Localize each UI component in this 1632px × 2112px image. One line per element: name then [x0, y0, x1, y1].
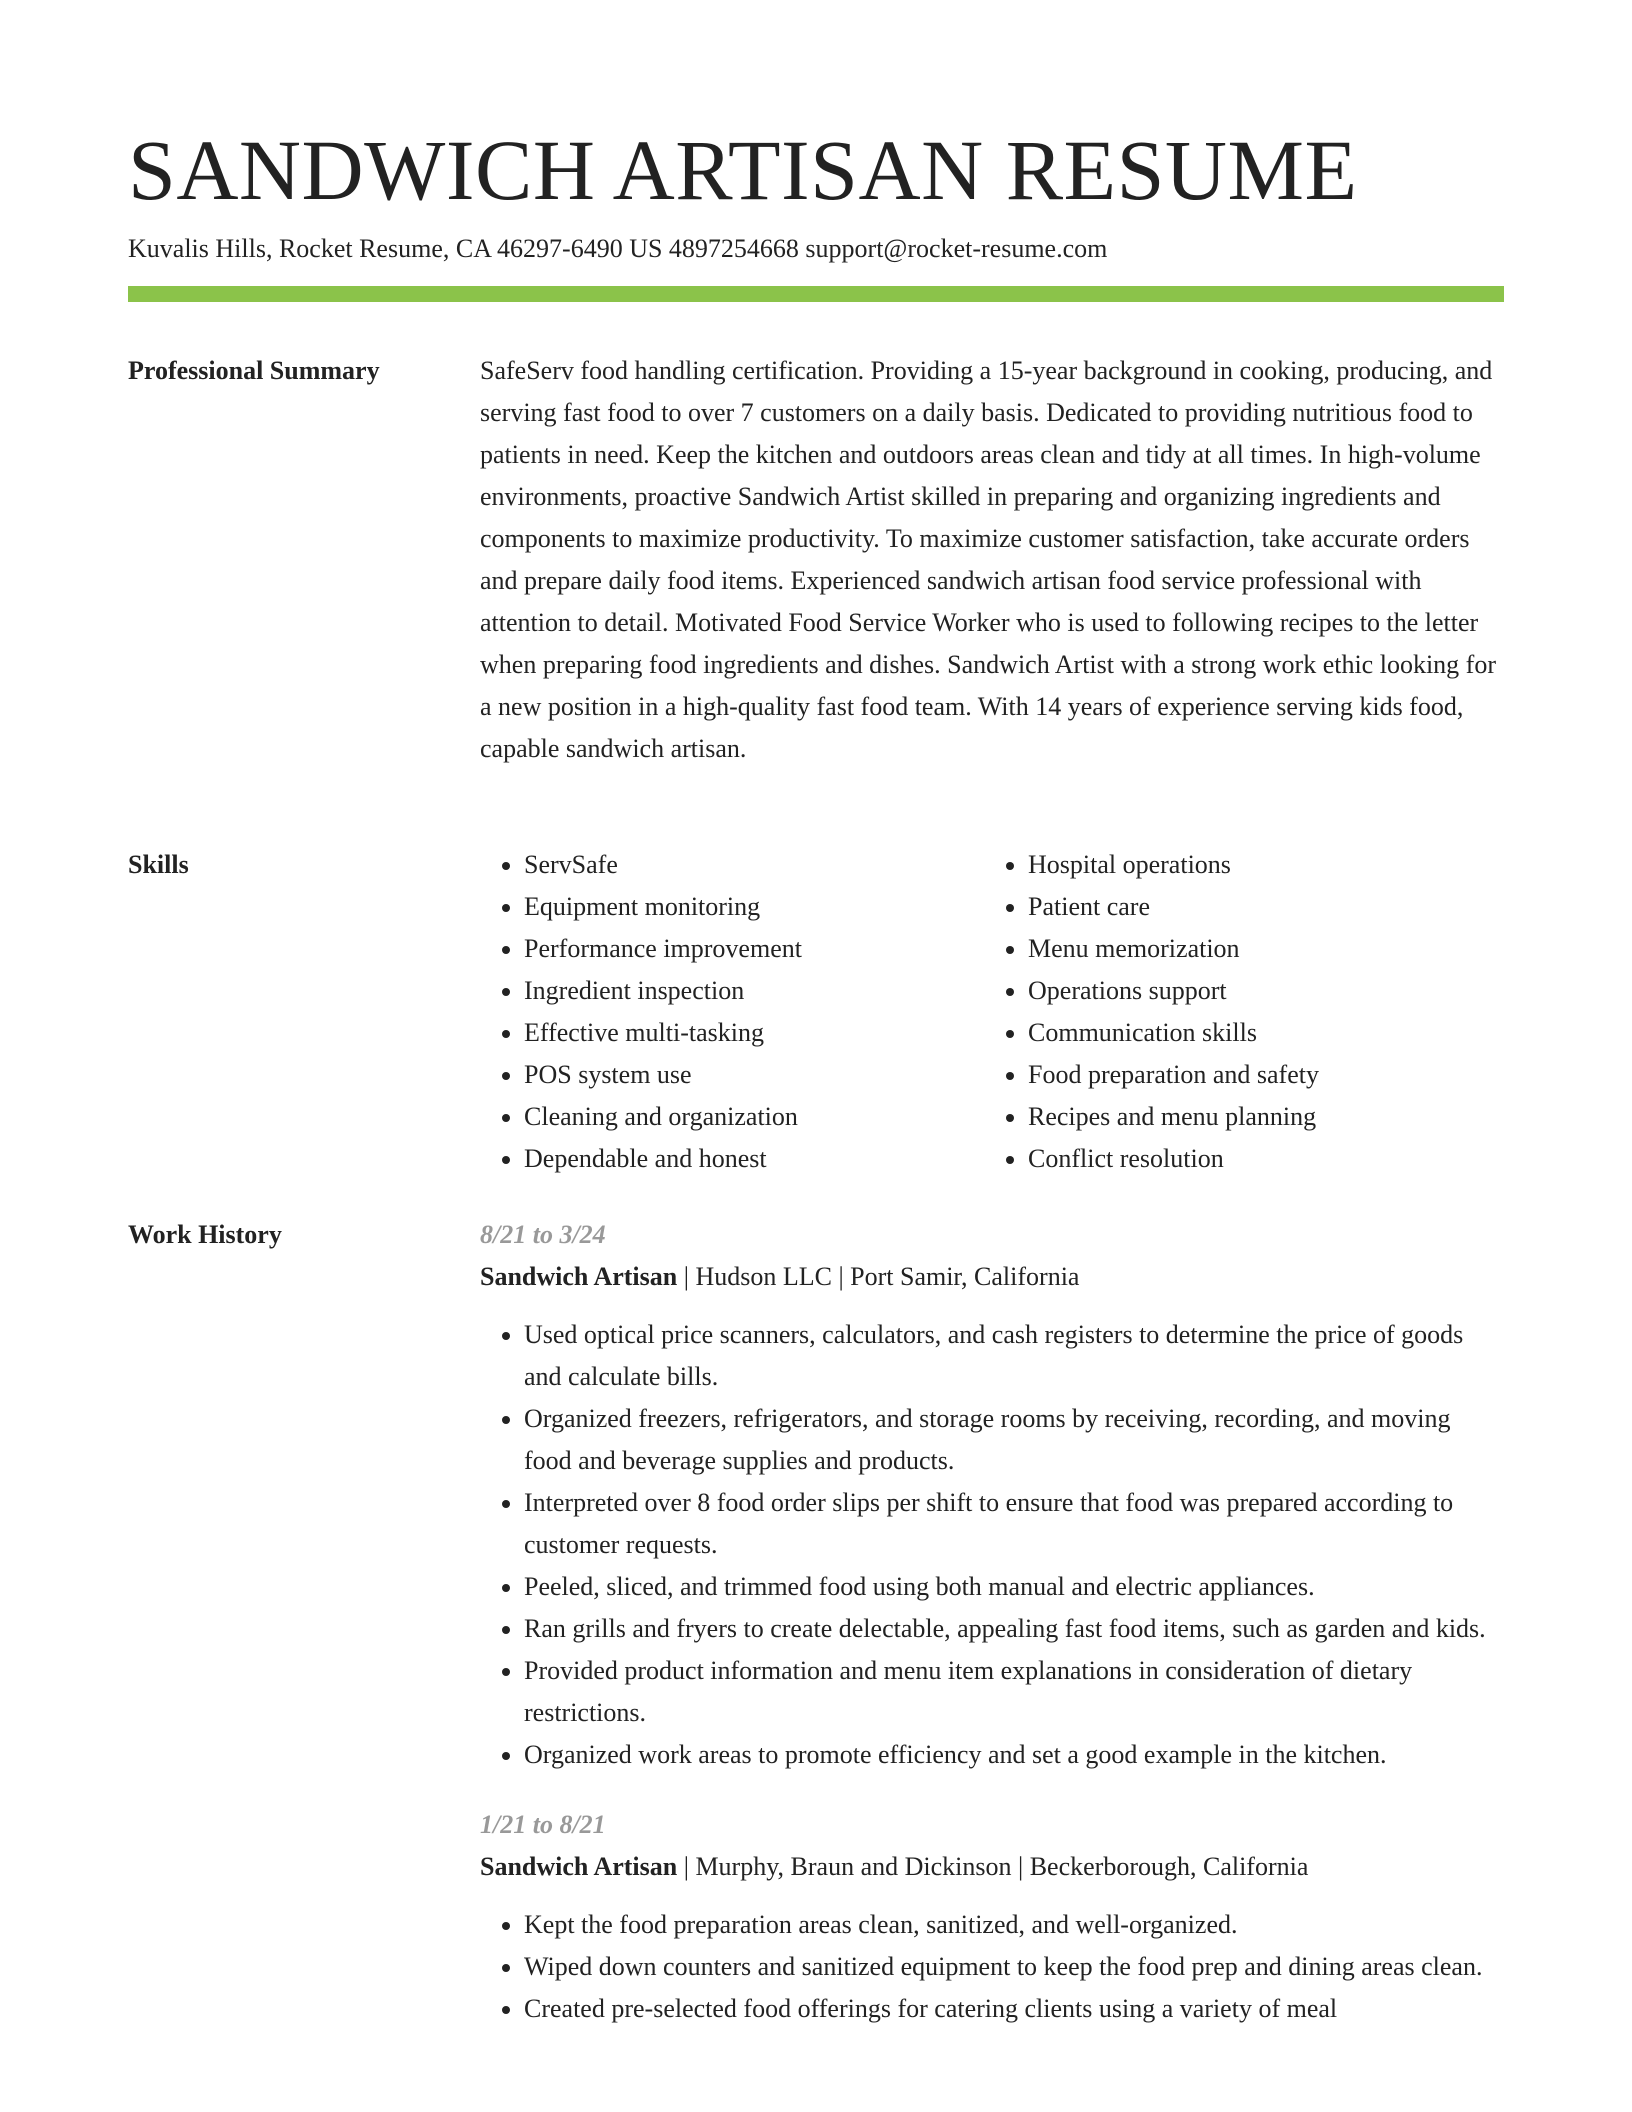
- job-entry: [480, 1214, 1504, 1776]
- job-title: Sandwich Artisan: [480, 1852, 678, 1881]
- resume-title: SANDWICH ARTISAN RESUME: [128, 122, 1358, 218]
- summary-text: SafeServ food handling certification. Providing a 15-year background in cooking, producing, and serving fast food to over 7 customers on a daily basis. Dedicated to providing nutritious food to patients in need. Keep the kitchen and outdoors areas clean and tidy at all times. In high-volume environments, proactive Sandwich Artist skilled in preparing and organizing ingredients and components to maximize productivity. To maximize customer satisfaction, take accurate orders and prepare daily food items. Experienced sandwich artisan food service professional with attention to detail. Motivated Food Service Worker who is used to following recipes to the letter when preparing food ingredients and dishes. Sandwich Artist with a strong work ethic looking for a new position in a high-quality fast food team. With 14 years of experience serving kids food, capable sandwich artisan.: [480, 356, 1496, 763]
- job-duty-item: • Created pre-selected food offerings for catering clients using a variety of meal: [524, 1988, 1504, 2030]
- job-duty-item: • Provided product information and menu item explanations in consideration of dietary restrictions.: [524, 1650, 1504, 1734]
- skill-item: • POS system use: [524, 1054, 984, 1096]
- job-title: Sandwich Artisan: [480, 1262, 678, 1291]
- job-duty-item: • Wiped down counters and sanitized equipment to keep the food prep and dining areas clean.: [524, 1946, 1504, 1988]
- section-title-skills: Skills: [128, 850, 189, 879]
- job-duty-item: • Organized work areas to promote efficiency and set a good example in the kitchen.: [524, 1734, 1504, 1776]
- job-duties-list: [480, 1904, 1504, 2030]
- skill-item: • Cleaning and organization: [524, 1096, 984, 1138]
- skill-item: • Patient care: [1028, 886, 1488, 928]
- job-dates: 8/21 to 3/24: [480, 1220, 606, 1249]
- skill-item: • Operations support: [1028, 970, 1488, 1012]
- job-duty-item: • Interpreted over 8 food order slips per shift to ensure that food was prepared according to customer requests.: [524, 1482, 1504, 1566]
- job-employer-location: | Murphy, Braun and Dickinson | Beckerborough, California: [677, 1852, 1309, 1881]
- job-duties-list: [480, 1314, 1504, 1776]
- job-entry: [480, 1804, 1504, 2030]
- job-duty-item: • Used optical price scanners, calculators, and cash registers to determine the price of goods and calculate bills.: [524, 1314, 1504, 1398]
- skill-item: • Dependable and honest: [524, 1138, 984, 1180]
- skill-item: • Effective multi-tasking: [524, 1012, 984, 1054]
- header-divider: [128, 286, 1504, 302]
- skill-item: • Conflict resolution: [1028, 1138, 1488, 1180]
- summary-body: [480, 350, 1504, 770]
- skills-grid: [480, 844, 1504, 1180]
- skill-item: • Hospital operations: [1028, 844, 1488, 886]
- section-title-work-history: Work History: [128, 1220, 282, 1249]
- job-duty-item: • Organized freezers, refrigerators, and storage rooms by receiving, recording, and moving food and beverage supplies and products.: [524, 1398, 1504, 1482]
- skill-item: • Performance improvement: [524, 928, 984, 970]
- skill-item: • ServSafe: [524, 844, 984, 886]
- job-heading: [480, 1846, 1504, 1888]
- contact-info: Kuvalis Hills, Rocket Resume, CA 46297-6490 US 4897254668 support@rocket-resume.com: [128, 234, 1108, 263]
- work-history-body: [480, 1214, 1504, 2058]
- job-duty-item: • Ran grills and fryers to create delectable, appealing fast food items, such as garden and kids.: [524, 1608, 1504, 1650]
- job-heading: [480, 1256, 1504, 1298]
- job-dates: 1/21 to 8/21: [480, 1810, 606, 1839]
- job-duty-item: • Kept the food preparation areas clean, sanitized, and well-organized.: [524, 1904, 1504, 1946]
- job-duty-item: • Peeled, sliced, and trimmed food using both manual and electric appliances.: [524, 1566, 1504, 1608]
- skills-column-right: [984, 844, 1488, 1180]
- skill-item: • Equipment monitoring: [524, 886, 984, 928]
- skill-item: • Ingredient inspection: [524, 970, 984, 1012]
- skill-item: • Menu memorization: [1028, 928, 1488, 970]
- skill-item: • Food preparation and safety: [1028, 1054, 1488, 1096]
- skill-item: • Recipes and menu planning: [1028, 1096, 1488, 1138]
- skills-column-left: [480, 844, 984, 1180]
- section-title-summary: Professional Summary: [128, 356, 380, 385]
- job-employer-location: | Hudson LLC | Port Samir, California: [677, 1262, 1080, 1291]
- skill-item: • Communication skills: [1028, 1012, 1488, 1054]
